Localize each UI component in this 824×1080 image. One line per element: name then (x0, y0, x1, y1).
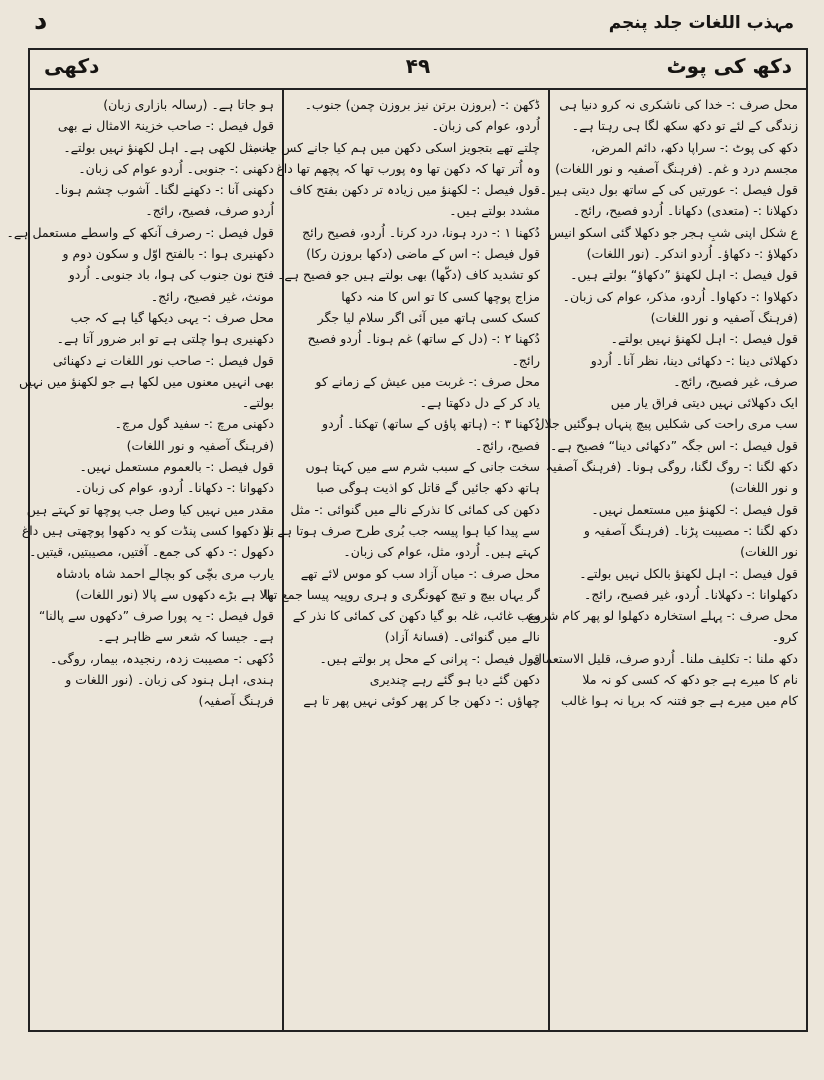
column-line: محل صرف :- خدا کی ناشکری نہ کرو دنیا ہی (559, 97, 798, 112)
column-line: کو تشدید کاف (دکّھا) بھی بولتے ہیں جو فصیح ہے۔ (277, 267, 540, 283)
column-line: سخت جانی کے سبب شرم سے میں کہتا ہوں (305, 459, 540, 475)
column-line: ہاتھ دکھ جائیں گے قاتل کو اذیت ہوگی صبا (316, 480, 540, 496)
page-frame (6, 48, 808, 1032)
column-line: کسک کسی ہاتھ میں آئی اگر سلام لیا جگر (317, 309, 540, 325)
column-line: فرہنگ آصفیہ) (198, 693, 274, 709)
column-line: کہتے ہیں۔ اُردو، مثل، عوام کی زبان۔ (343, 544, 540, 560)
column-line: دُکھنا ۳ :- (ہاتھ پاؤں کے ساتھ) تھکنا۔ اُردو (322, 416, 540, 432)
column-line: دکھ لگنا :- روگ لگنا، روگی ہونا۔ (فرہنگ آصفیہ (545, 459, 798, 475)
column-line: کام میں میرے ہے جو فتنہ کہ برپا نہ ہوا غالب (560, 693, 798, 709)
column-line: قول فیصل :- لکھنؤ میں مستعمل نہیں۔ (591, 501, 798, 517)
column-line: قول فیصل :- صاحب نور اللغات نے دکھنائی (52, 352, 274, 368)
column-line: دکھ لگنا :- مصیبت پڑنا۔ (فرہنگ آصفیہ و (583, 522, 798, 538)
column-left (6, 90, 282, 1030)
page-letter: د (34, 6, 48, 36)
column-line: مجسم درد و غم۔ (فرہنگ آصفیہ و نور اللغات) (555, 160, 798, 176)
column-line: کرو۔ (771, 629, 798, 645)
column-line: دُکھی :- مصیبت زدہ، رنجیدہ، بیمار، روگی۔ (50, 650, 274, 666)
column-line: دکھن کی کمائی کا نذرکے نالے میں گنوائی :- مثل (290, 501, 540, 517)
column-line: نالے میں گنوائی۔ (فسانۂ آزاد) (384, 629, 540, 645)
column-line: وہ اُتر تھا کہ دکھن تھا وہ پورب تھا کہ پچھم تھا داغ (276, 160, 540, 176)
last-guide-word: دکھی (44, 54, 100, 78)
column-line: قول فیصل :- اہل لکھنؤ بالکل نہیں بولتے۔ (579, 565, 798, 581)
column-line: قول فیصل :- اہل لکھنؤ نہیں بولتے۔ (610, 331, 798, 347)
column-line: ع شکل اپنی شبِ ہجر جو دکھلا گئی اسکو انیس (548, 224, 798, 240)
column-line: یارب مری بچّی کو بچالے احمد شاہ بادشاہ (55, 565, 274, 581)
column-line: دکھوانا :- دکھانا۔ اُردو، عوام کی زبان۔ (74, 480, 274, 496)
column-right (525, 90, 806, 1030)
column-line: دکھلاوا :- دکھاوا۔ اُردو، مذکر، عوام کی زبان۔ (562, 288, 798, 304)
column-line: دکھلوانا :- دکھلانا۔ اُردو، غیر فصیح، رائج۔ (584, 586, 798, 602)
column-line: چھاؤں :- دکھن جا کر پھر کوئی نہیں پھر تا ہے (303, 693, 540, 709)
column-line: فصیح، رائج۔ (474, 437, 540, 453)
column-line: قول فیصل :- لکھنؤ میں زیادہ تر دکھن بفتح کاف (289, 182, 540, 198)
column-line: بھی انہیں معنوں میں لکھا ہے جو لکھنؤ میں نہیں (19, 373, 274, 389)
column-line: محل صرف :- غربت میں عیش کے زمانے کو (315, 373, 540, 389)
column-line: دکھول :- دکھ کی جمع۔ آفتیں، مصیبتیں، قیتیں۔ (29, 544, 274, 560)
running-header (28, 4, 794, 44)
column-middle (249, 90, 548, 1030)
column-line: چلتے تھے بتجویز اسکی دکھن میں ہم کیا جانے کس جانب (249, 139, 540, 155)
column-line: قول فیصل :- اس کے ماضی (دکھا بروزن رکا) (306, 246, 540, 262)
column-line: و نور اللغات) (730, 480, 798, 496)
column-line: سب مری راحت کی شکلیں پیچ پنہاں ہوگئیں جلال (535, 416, 798, 432)
column-line: قول فیصل :- بالعموم مستعمل نہیں۔ (79, 459, 274, 475)
column-line: دکھنیری ہوا چلتی ہے تو ابر ضرور آتا ہے۔ (56, 331, 274, 347)
column-line: مونث، غیر فصیح، رائج۔ (150, 288, 274, 304)
column-line: قول فیصل :- یہ پورا صرف ”دکھوں سے پالنا“ (38, 608, 274, 624)
first-guide-word: دکھ کی پوٹ (666, 54, 792, 78)
book-title: مہذب اللغات جلد پنجم (608, 13, 794, 33)
column-line: قول فیصل :- صاحب خزینۃ الامثال نے بھی (57, 118, 274, 134)
column-line: محل صرف :- پہلے استخارہ دکھلوا لو پھر کام شروع (527, 608, 798, 624)
column-line: رائج۔ (511, 352, 540, 368)
column-line: ہے۔ جیسا کہ شعر سے ظاہر ہے۔ (97, 629, 274, 645)
column-line: مزاج پوچھا کسی کا تو اس کا منہ دکھا (341, 288, 540, 304)
column-line: دکھ کی پوٹ :- سراپا دکھ، دائم المرض، (591, 139, 798, 155)
column-line: صرف، غیر فصیح، رائج۔ (673, 373, 798, 389)
column-line: (فرہنگ آصفیہ و نور اللغات) (126, 437, 274, 453)
column-line: بالا ہے بڑے دکھوں سے پالا (نور اللغات) (75, 586, 274, 602)
column-line: محل صرف :- یہی دیکھا گیا ہے کہ جب (70, 309, 274, 325)
column-line: یہ مثل لکھی ہے۔ اہل لکھنؤ نہیں بولتے۔ (63, 139, 274, 155)
column-line: فتح نون جنوب کی ہوا، باد جنوبی۔ اُردو (68, 267, 274, 283)
page-number: ۴۹ (405, 54, 431, 78)
column-line: نام کا میرے ہے جو دکھ کہ کسی کو نہ ملا (582, 672, 798, 688)
column-line: دکھن گئے دیا ہو گئے رہے چندیری (369, 672, 540, 688)
column-line: دکھلاؤ :- دکھاؤ۔ اُردو اندکر۔ (نور اللغات) (586, 246, 798, 262)
column-line: اُردو، عوام کی زبان۔ (431, 118, 540, 134)
column-line: دکھلانا :- (متعدی) دکھانا۔ اُردو فصیح، رائج۔ (572, 203, 798, 219)
column-line: یاد کر کے دل دکھتا ہے۔ (419, 395, 540, 411)
column-line: ایک دکھلائی نہیں دیتی فراق یار میں (610, 395, 798, 411)
column-line: اُردو صرف، فصیح، رائج۔ (145, 203, 274, 219)
column-line: دُکھنا ۲ :- (دل کے ساتھ) غم ہونا۔ اُردو فصیح (307, 331, 540, 347)
column-line: مشدد بولتے ہیں۔ (449, 203, 540, 219)
column-line: قول فیصل :- پرانی کے محل پر بولتے ہیں۔ (319, 650, 540, 666)
column-line: قول فیصل :- عورتیں کی کے ساتھ بول دیتی ہیں۔ (539, 182, 798, 198)
column-line: دکھنی مرچ :- سفید گول مرچ۔ (114, 416, 274, 432)
column-line: ڈکھن :- (بروزن برتن نیز بروزن چمن) جنوب۔ (304, 97, 540, 112)
column-line: قول فیصل :- اہل لکھنؤ ”دکھاؤ“ بولتے ہیں۔ (570, 267, 798, 283)
column-line: بلا دکھوا کسی پنڈت کو یہ دکھوا پوچھتی ہیں داغ (21, 522, 274, 538)
column-line: نور اللغات) (740, 544, 798, 560)
column-line: قول فیصل :- رصرف آنکھ کے واسطے مستعمل ہے۔ (6, 224, 274, 240)
column-line: قول فیصل :- اس جگہ ”دکھائی دینا“ فصیح ہے۔ (550, 437, 798, 453)
column-line: سب غائب، غلہ بو گیا دکھن کی کمائی کا نذر کے (292, 608, 540, 624)
column-line: ہو جاتا ہے۔ (رسالہ بازاری زبان) (103, 97, 274, 112)
column-line: سے پیدا کیا ہوا پیسہ جب بُری طرح صرف ہوتا ہے تو (263, 522, 540, 538)
column-line: محل صرف :- میاں آزاد سب کو موس لائے تھے (300, 565, 540, 581)
column-line: ہندی، اہل ہنود کی زبان۔ (نور اللغات و (65, 672, 274, 688)
column-line: زندگی کے لئے تو دکھ سکھ لگا ہی رہتا ہے۔ (571, 118, 798, 134)
column-line: دکھنی آنا :- دکھنے لگنا۔ آشوب چشم ہونا۔ (53, 182, 274, 198)
column-line: بولتے۔ (241, 395, 274, 411)
column-line: گر یہاں بیچ و تیچ کھونگری و ہری روپیہ پیسا جمع تھا (264, 586, 540, 602)
column-line: دکھنی :- جنوبی۔ اُردو عوام کی زبان۔ (78, 160, 274, 176)
column-line: دکھ ملنا :- تکلیف ملنا۔ اُردو صرف، قلیل الاستعمال۔ (525, 650, 798, 666)
column-line: مقدر میں نہیں کیا وصل جب پوچھا تو کہتے ہیں (26, 501, 274, 517)
column-line: دُکھنا ۱ :- درد ہونا، درد کرنا۔ اُردو، فصیح رائج (302, 224, 540, 240)
column-line: دکھنیری ہوا :- بالفتح اوّل و سکون دوم و (62, 246, 274, 262)
column-line: دکھلائی دینا :- دکھائی دینا، نظر آنا۔ اُردو (590, 352, 798, 368)
guide-strip (30, 50, 806, 90)
column-line: (فرہنگ آصفیہ و نور اللغات) (650, 309, 798, 325)
